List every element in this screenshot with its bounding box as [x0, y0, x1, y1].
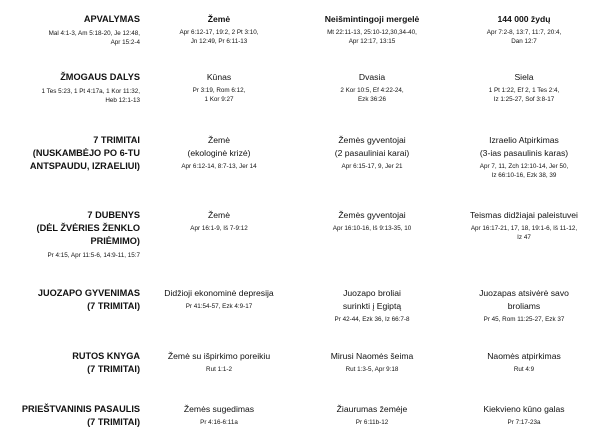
table-cell	[450, 209, 598, 242]
cell-refs: Pr 42-44, Ezk 36, Iz 66:7-8	[334, 316, 410, 323]
table-cell	[298, 287, 446, 324]
cell-title: Juozapo broliai	[343, 288, 401, 298]
cell-title: 144 000 žydų	[497, 14, 551, 24]
row-label: PRIEŠTVANINIS PASAULIS	[21, 404, 140, 414]
cell-refs: Pr 7:17-23a	[507, 419, 541, 426]
cell-refs: Mt 22:11-13, 25:10-12,30,34-40, Apr 12:17, 13:15	[327, 29, 417, 45]
row-label-cell	[4, 209, 140, 260]
table-cell	[145, 13, 293, 46]
row-label: JUOZAPO GYVENIMAS	[37, 288, 140, 298]
cell-refs: Pr 3:19, Rom 6:12, 1 Kor 9:27	[192, 87, 246, 103]
cell-title: Naomės atpirkimas	[487, 351, 561, 361]
cell-title: Dvasia	[358, 72, 386, 82]
table-cell	[145, 403, 293, 427]
row-label: ŽMOGAUS DALYS	[60, 72, 140, 82]
row-label: (7 TRIMITAI)	[87, 417, 140, 427]
row-label: RUTOS KNYGA	[72, 351, 140, 361]
table-cell	[145, 287, 293, 311]
row-label: (7 TRIMITAI)	[87, 364, 140, 374]
row-label-cell	[4, 71, 140, 105]
row-label-cell	[4, 13, 140, 47]
table-cell	[450, 287, 598, 324]
cell-title: Kūnas	[206, 72, 232, 82]
cell-refs: Apr 6:15-17, 9, Jer 21	[341, 163, 403, 170]
cell-title: Teismas didžiajai paleistuvei	[470, 210, 578, 220]
cell-refs: 1 Pt 1:22, Ef 2, 1 Tes 2:4, Iz 1:25-27, Sof 3:8-17	[488, 87, 560, 103]
row-label: PRIĖMIMO)	[90, 236, 140, 246]
row-label-cell	[4, 287, 140, 313]
cell-title: Žemė	[207, 14, 231, 24]
table-cell	[298, 209, 446, 233]
row-label-cell	[4, 350, 140, 376]
cell-refs: Apr 16:10-16, Iš 9:13-35, 10	[332, 225, 412, 232]
row-label: 7 TRIMITAI	[93, 135, 140, 145]
table-cell	[450, 13, 598, 46]
cell-title: Žemė	[208, 135, 230, 145]
cell-title: Žemės sugedimas	[183, 404, 255, 414]
table-cell	[145, 71, 293, 104]
cell-title: Kiekvieno kūno galas	[483, 404, 565, 414]
cell-refs: Pr 6:11b-12	[355, 419, 389, 426]
cell-title: Žemė	[208, 210, 230, 220]
table-cell	[298, 134, 446, 171]
table-cell	[298, 71, 446, 104]
table-cell	[298, 403, 446, 427]
cell-subtitle: (2 pasauliniai karai)	[334, 148, 410, 158]
cell-refs: Apr 7, 11, Zch 12:10-14, Jer 50, Iz 66:10-16, Ezk 38, 39	[479, 163, 569, 179]
row-label: 7 DUBENYS	[87, 210, 140, 220]
table-cell	[450, 350, 598, 374]
cell-subtitle: surinkti į Egiptą	[342, 301, 402, 311]
cell-subtitle: broliams	[507, 301, 541, 311]
table-cell	[145, 209, 293, 233]
table-cell	[145, 134, 293, 171]
cell-subtitle: (ekologinė krizė)	[187, 148, 251, 158]
cell-title: Neišmintingoji mergelė	[324, 14, 420, 24]
cell-refs: Pr 45, Rom 11:25-27, Ezk 37	[483, 316, 565, 323]
cell-title: Didžioji ekonominė depresija	[164, 288, 274, 298]
table-cell	[298, 13, 446, 46]
cell-refs: Apr 16:17-21, 17, 18, 19:1-6, Iš 11-12, Iz 47	[470, 225, 578, 241]
row-label-refs: 1 Tes 5:23, 1 Pt 4:17a, 1 Kor 11:32, Heb 12:1-13	[41, 88, 140, 104]
cell-title: Žemės gyventojai	[338, 210, 406, 220]
row-label-cell	[4, 403, 140, 429]
cell-refs: Apr 6:12-14, 8:7-13, Jer 14	[181, 163, 257, 170]
row-label: (7 TRIMITAI)	[87, 301, 140, 311]
cell-subtitle: (3-ias pasaulinis karas)	[479, 148, 569, 158]
cell-refs: Rut 4:9	[513, 366, 535, 373]
cell-refs: 2 Kor 10:5, Ef 4:22-24, Ezk 36:26	[340, 87, 404, 103]
cell-title: Izraelio Atpirkimas	[489, 135, 559, 145]
table-cell	[450, 71, 598, 104]
row-label-refs: Mal 4:1-3, Am 5:18-20, Je 12:48, Apr 15:2-4	[48, 30, 140, 46]
cell-refs: Pr 41:54-57, Ezk 4:9-17	[185, 303, 253, 310]
cell-refs: Rut 1:1-2	[206, 366, 232, 373]
table-cell	[298, 350, 446, 374]
row-label: (DĖL ŽVĖRIES ŽENKLO	[36, 223, 140, 233]
cell-title: Žemės gyventojai	[338, 135, 406, 145]
table-cell	[450, 403, 598, 427]
cell-refs: Apr 7:2-8, 13:7, 11:7, 20:4, Dan 12:7	[486, 29, 562, 45]
cell-title: Žemė su išpirkimo poreikiu	[167, 351, 271, 361]
row-label: ANTSPAUDU, IZRAELIUI)	[29, 161, 140, 171]
row-label-cell	[4, 134, 140, 173]
cell-refs: Pr 4:16-6:11a	[200, 419, 238, 426]
cell-title: Mirusi Naomės šeima	[330, 351, 414, 361]
table-cell	[450, 134, 598, 180]
row-label: (NUSKAMBĖJO PO 6-TU	[32, 148, 140, 158]
cell-refs: Rut 1:3-5, Apr 9:18	[345, 366, 399, 373]
cell-refs: Apr 16:1-9, Iš 7-9:12	[190, 225, 248, 232]
cell-title: Žiaurumas žemėje	[336, 404, 408, 414]
row-label-refs: Pr 4:15, Apr 11:5-6, 14:9-11, 15:7	[47, 252, 140, 259]
table-cell	[145, 350, 293, 374]
cell-title: Juozapas atsivėrė savo	[479, 288, 569, 298]
cell-title: Siela	[514, 72, 534, 82]
cell-refs: Apr 6:12-17, 19:2, 2 Pt 3:10, Jn 12:49, Pr 6:11-13	[179, 29, 259, 45]
row-label: APVALYMAS	[83, 14, 140, 24]
